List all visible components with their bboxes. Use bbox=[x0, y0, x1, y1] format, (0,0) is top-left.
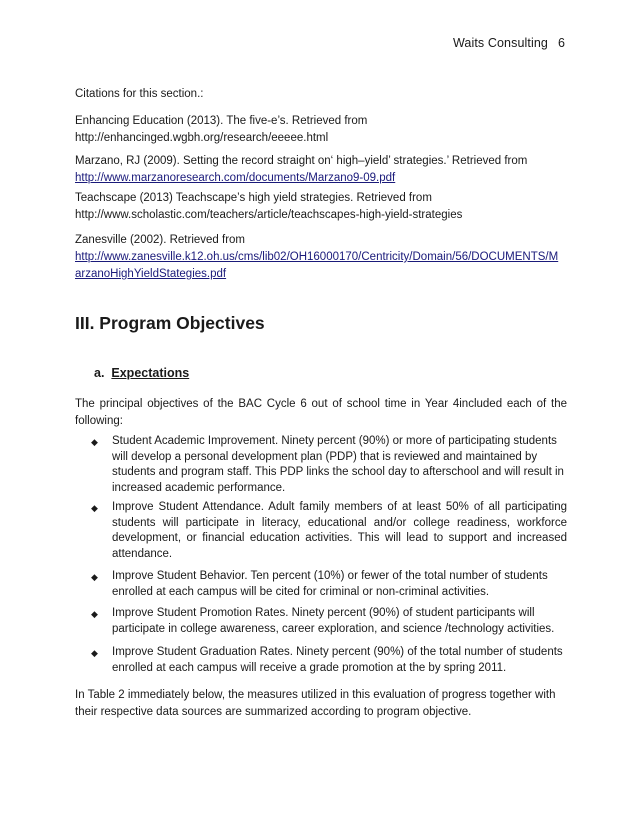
citation-text: Enhancing Education (2013). The five-e’s. Retrieved from bbox=[75, 115, 368, 127]
citation-text: Teachscape (2013) Teachscape’s high yield strategies. Retrieved from bbox=[75, 192, 432, 204]
objectives-intro: The principal objectives of the BAC Cycle 6 out of school time in Year 4included each of the following: bbox=[75, 398, 567, 427]
citation-entry bbox=[75, 232, 567, 283]
list-item-text: Improve Student Attendance. Adult family members of at least 50% of all participating students will participate in literacy, educational and/or college readiness, workforce development, or financial education activities. This will lead to support and increased attendance. bbox=[112, 501, 567, 560]
company-name: Waits Consulting bbox=[453, 36, 548, 50]
citation-text: Marzano, RJ (2009). Setting the record straight on‘ high–yield’ strategies.’ Retrieved from bbox=[75, 155, 528, 167]
citation-link-continued[interactable]: arzanoHighYieldStategies.pdf bbox=[75, 268, 227, 280]
closing-paragraph: In Table 2 immediately below, the measures utilized in this evaluation of progress together with their respective data sources are summarized according to program objective. bbox=[75, 689, 556, 718]
diamond-bullet-icon: ◆ bbox=[91, 503, 98, 513]
citation-link[interactable]: http://www.zanesville.k12.oh.us/cms/lib02/OH16000170/Centricity/Domain/56/DOCUMENTS/M bbox=[75, 251, 559, 263]
subheading-title: Expectations bbox=[111, 366, 190, 380]
list-item bbox=[91, 645, 567, 676]
list-item bbox=[91, 434, 567, 496]
citation-entry bbox=[75, 113, 567, 147]
citation-link[interactable]: http://www.marzanoresearch.com/documents/Marzano9-09.pdf bbox=[75, 172, 396, 184]
list-item-text: Improve Student Promotion Rates. Ninety percent (90%) of student participants will participate in college awareness, career exploration, and science /technology activities. bbox=[112, 607, 555, 635]
subheading-marker: a. bbox=[94, 366, 105, 380]
page-header bbox=[453, 36, 565, 50]
list-item-text: Student Academic Improvement. Ninety percent (90%) or more of participating students will develop a personal development plan (PDP) that is reviewed and maintained by students and program staff. This PDP links the school day to afterschool and will result in increased academic performance. bbox=[112, 435, 564, 494]
list-item-text: Improve Student Graduation Rates. Ninety percent (90%) of the total number of students enrolled at each campus will receive a grade promotion at the by spring 2011. bbox=[112, 646, 563, 674]
diamond-bullet-icon: ◆ bbox=[91, 437, 98, 447]
diamond-bullet-icon: ◆ bbox=[91, 609, 98, 619]
list-item-text: Improve Student Behavior. Ten percent (10%) or fewer of the total number of students enrolled at each campus will be cited for criminal or non-criminal activities. bbox=[112, 570, 548, 598]
subheading bbox=[94, 366, 189, 380]
list-item bbox=[91, 569, 567, 600]
list-item bbox=[91, 606, 567, 637]
section-heading: III. Program Objectives bbox=[75, 313, 265, 333]
citations-intro: Citations for this section.: bbox=[75, 88, 204, 100]
page-number: 6 bbox=[557, 36, 565, 50]
citation-entry bbox=[75, 190, 567, 224]
citation-url: http://enhancinged.wgbh.org/research/eeeee.html bbox=[75, 132, 329, 144]
diamond-bullet-icon: ◆ bbox=[91, 648, 98, 658]
citation-url: http://www.scholastic.com/teachers/article/teachscapes-high-yield-strategies bbox=[75, 209, 463, 221]
citation-text: Zanesville (2002). Retrieved from bbox=[75, 234, 246, 246]
citation-entry bbox=[75, 153, 567, 187]
list-item bbox=[91, 500, 567, 562]
diamond-bullet-icon: ◆ bbox=[91, 572, 98, 582]
